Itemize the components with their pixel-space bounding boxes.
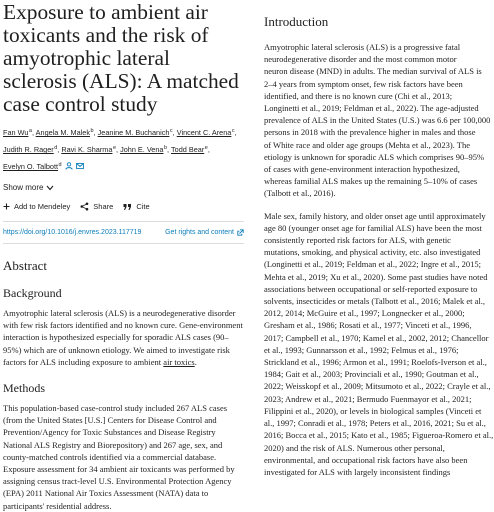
external-link-icon: [237, 229, 244, 236]
author: Jeanine M. Buchanich$^c$,: [97, 128, 177, 138]
affiliation-marker[interactable]: a: [28, 128, 32, 134]
author-name-link[interactable]: John E. Vena: [120, 145, 164, 155]
background-heading: Background: [3, 286, 62, 301]
author-name-link[interactable]: Ravi K. Sharma: [61, 145, 113, 155]
doi-divider: [3, 243, 244, 244]
article-body-column: [264, 0, 494, 495]
show-more-button[interactable]: [3, 183, 248, 192]
chevron-down-icon: [46, 185, 54, 191]
author-list: [3, 124, 248, 175]
text-line: 2022; Weisskopf et al., 2009; Mitsumoto et al., 2022; Crayle et al.,: [264, 381, 491, 392]
author: John E. Vena$^b$,: [120, 145, 171, 155]
author: [3, 162, 84, 171]
share-icon: [80, 202, 89, 211]
header-divider: [3, 221, 244, 222]
author: Judith R. Rager$^d$,: [3, 145, 62, 155]
author-name-link[interactable]: Fan Wu: [3, 128, 29, 138]
text-line: 2012, 2014; McGuire et al., 1997; Longnecker et al., 2000;: [264, 308, 465, 319]
affiliation-marker[interactable]: d: [58, 162, 62, 169]
text-line: age 80 (younger onset age for familial ALS) have been the most: [264, 222, 482, 233]
text-line: 2020) and the risk of ALS. Numerous other personal,: [264, 442, 445, 453]
text-line: Gresham et al., 1986; Rosati et al., 1977; Vinceti et al., 1996,: [264, 320, 472, 331]
share-button[interactable]: [80, 202, 113, 211]
text-line: environmental, and occupational risk factors have also been: [264, 454, 468, 465]
author-name-link[interactable]: Vincent C. Arena: [176, 128, 232, 138]
article-title: Exposure to ambient air toxicants and the risk of amyotrophic lateral sclerosis (ALS): A matched case control study: [3, 0, 239, 116]
text-line: whereas familial ALS makes up the remaining 5–10% of cases: [264, 176, 478, 187]
methods-paragraph: This population-based case-control study included 267 ALS cases (from the United States [U.S.] Centers for Disease Control and Prevention/Agency for Toxic Substances and Disease Registry National ALS Registry and Biorepository) and 267 age, sex, and county-matched controls identified via a commercial database. Exposure assessment for 34 ambient air toxicants was performed by assigning census tract-level U.S. Environmental Protection Agency (EPA) 2011 National Air Toxics Assessment (NATA) data to participants' residential address.: [3, 403, 235, 511]
add-to-mendeley-label: Add to Mendeley: [14, 202, 71, 212]
text-line: solvents, insecticides or metals (Talbott et al., 2016; Malek et al.,: [264, 296, 486, 307]
text-line: investigated for ALS with largely inconsistent findings: [264, 466, 451, 477]
mail-icon[interactable]: [76, 162, 84, 170]
paragraph-text: [264, 41, 494, 200]
article-actions: [3, 202, 248, 211]
air-toxics-link[interactable]: air toxics: [163, 356, 195, 367]
share-label: Share: [93, 202, 114, 212]
text-line: mutations, smoking, and physical activity, etc. also investigated: [264, 247, 481, 258]
background-text-end: .: [194, 356, 197, 367]
text-line: etiology is unknown for sporadic ALS which comprises 90–95%: [264, 151, 485, 162]
text-line: of cases with gene-environment interaction hypothesized,: [264, 164, 460, 175]
author-name-link[interactable]: Todd Bear: [170, 145, 205, 155]
text-line: 2016; Bocca et al., 2015; Kato et al., 1985; Figueroa-Romero et al.,: [264, 430, 494, 441]
text-line: identified, and there is no known cure (Chi et al., 2013;: [264, 90, 453, 101]
doi-row: [3, 229, 244, 236]
text-line: prevalence of ALS in the United States (U.S.) was 6.6 per 100,000: [264, 115, 491, 126]
affiliation-marker[interactable]: e: [112, 145, 116, 152]
affiliation-marker[interactable]: c: [231, 128, 235, 134]
doi-link[interactable]: https://doi.org/10.1016/j.envres.2023.117719: [3, 229, 142, 237]
author-name-link[interactable]: Judith R. Rager: [3, 145, 54, 155]
author: Vincent C. Arena$^c$,: [176, 128, 237, 138]
text-line: of White race and older age groups (Mehta et al., 2023). The: [264, 139, 470, 150]
methods-heading: Methods: [3, 381, 45, 396]
add-to-mendeley-button[interactable]: [3, 202, 70, 211]
show-more-label: Show more: [3, 183, 44, 193]
author: Todd Bear$^e$,: [170, 145, 210, 155]
rights-link[interactable]: [165, 229, 244, 236]
text-line: (Talbott et al., 2016).: [264, 188, 336, 199]
affiliation-marker[interactable]: b: [163, 145, 168, 152]
text-line: et al., 1993; Gunnarsson et al., 1992; Felmus et al., 1976;: [264, 344, 459, 355]
introduction-heading: Introduction: [264, 14, 329, 29]
text-line: 2–4 years from symptom onset, few risk factors have been: [264, 78, 463, 89]
author-name-link[interactable]: Jeanine M. Buchanich: [97, 128, 170, 138]
cite-button[interactable]: [123, 202, 149, 211]
background-paragraph: [3, 307, 244, 368]
abstract-heading: Abstract: [3, 258, 48, 274]
affiliation-marker[interactable]: c: [169, 128, 173, 134]
text-line: Filippini et al., 2020), or levels in biological samples (Vinceti et: [264, 405, 482, 416]
text-line: Longinetti et al., 2019; Feldman et al., 2022). The age-adjusted: [264, 103, 479, 114]
paragraph-text: [264, 210, 494, 478]
text-line: 1984; Gait et al., 2003; Provinciali et al., 1990; Goutman et al.,: [264, 369, 479, 380]
text-line: Male sex, family history, and older onset age until approximately: [264, 210, 486, 221]
author: Angela M. Malek$^b$,: [35, 128, 98, 138]
affiliation-marker[interactable]: b: [90, 128, 94, 134]
author-name-link[interactable]: Angela M. Malek: [35, 128, 90, 138]
rights-label: Get rights and content: [165, 229, 234, 237]
plus-icon: [3, 203, 10, 210]
text-line: consistently reported risk factors for ALS, with genetic: [264, 235, 451, 246]
text-line: Mehta et al., 2019; Xu et al., 2020). Some past studies have noted: [264, 271, 488, 282]
affiliation-marker[interactable]: e: [204, 145, 208, 152]
text-line: 2023; Andrew et al., 2021; Bermudo Fuenmayor et al., 2021;: [264, 393, 472, 404]
cite-label: Cite: [136, 202, 150, 212]
text-line: neurodegenerative disorder and the most common motor: [264, 54, 457, 65]
author: Fan Wu$^a$,: [3, 128, 36, 138]
quote-icon: [123, 203, 132, 211]
author: Ravi K. Sharma$^e$,: [61, 145, 121, 155]
author-name-link[interactable]: Evelyn O. Talbott: [3, 162, 59, 172]
text-line: persons in 2018 with the prevalence higher in males and those: [264, 127, 476, 138]
text-line: associations between occupational or self-reported exposure to: [264, 283, 478, 294]
text-line: (Longinetti et al., 2019; Feldman et al., 2022; Ingre et al., 2015;: [264, 259, 481, 270]
text-line: al., 1997; Conradi et al., 1978; Peters et al., 2016, 2021; Su et al.,: [264, 418, 486, 429]
text-line: Strickland et al., 1996; Armon et al., 1991; Roelofs-Iverson et al.,: [264, 357, 487, 368]
text-line: 2017; Campbell et al., 1970; Kamel et al., 2002, 2012; Chancellor: [264, 332, 489, 343]
intro-paragraph-1: [264, 41, 490, 200]
affiliation-marker[interactable]: d: [54, 145, 58, 152]
person-icon[interactable]: [65, 162, 73, 170]
background-text: Amyotrophic lateral sclerosis (ALS) is a neurodegenerative disorder with few risk factors identified and no known cure. Gene-environment interaction is hypothesized especially for sporadic ALS cases (90–95%) which are of unknown etiology. We aimed to investigate risk factors for ALS including exposure to ambient: [3, 308, 243, 367]
intro-paragraph-2: [264, 210, 494, 478]
text-line: Amyotrophic lateral sclerosis (ALS) is a progressive fatal: [264, 42, 461, 52]
text-line: neuron disease (MND) in adults. The median survival of ALS is: [264, 66, 482, 77]
